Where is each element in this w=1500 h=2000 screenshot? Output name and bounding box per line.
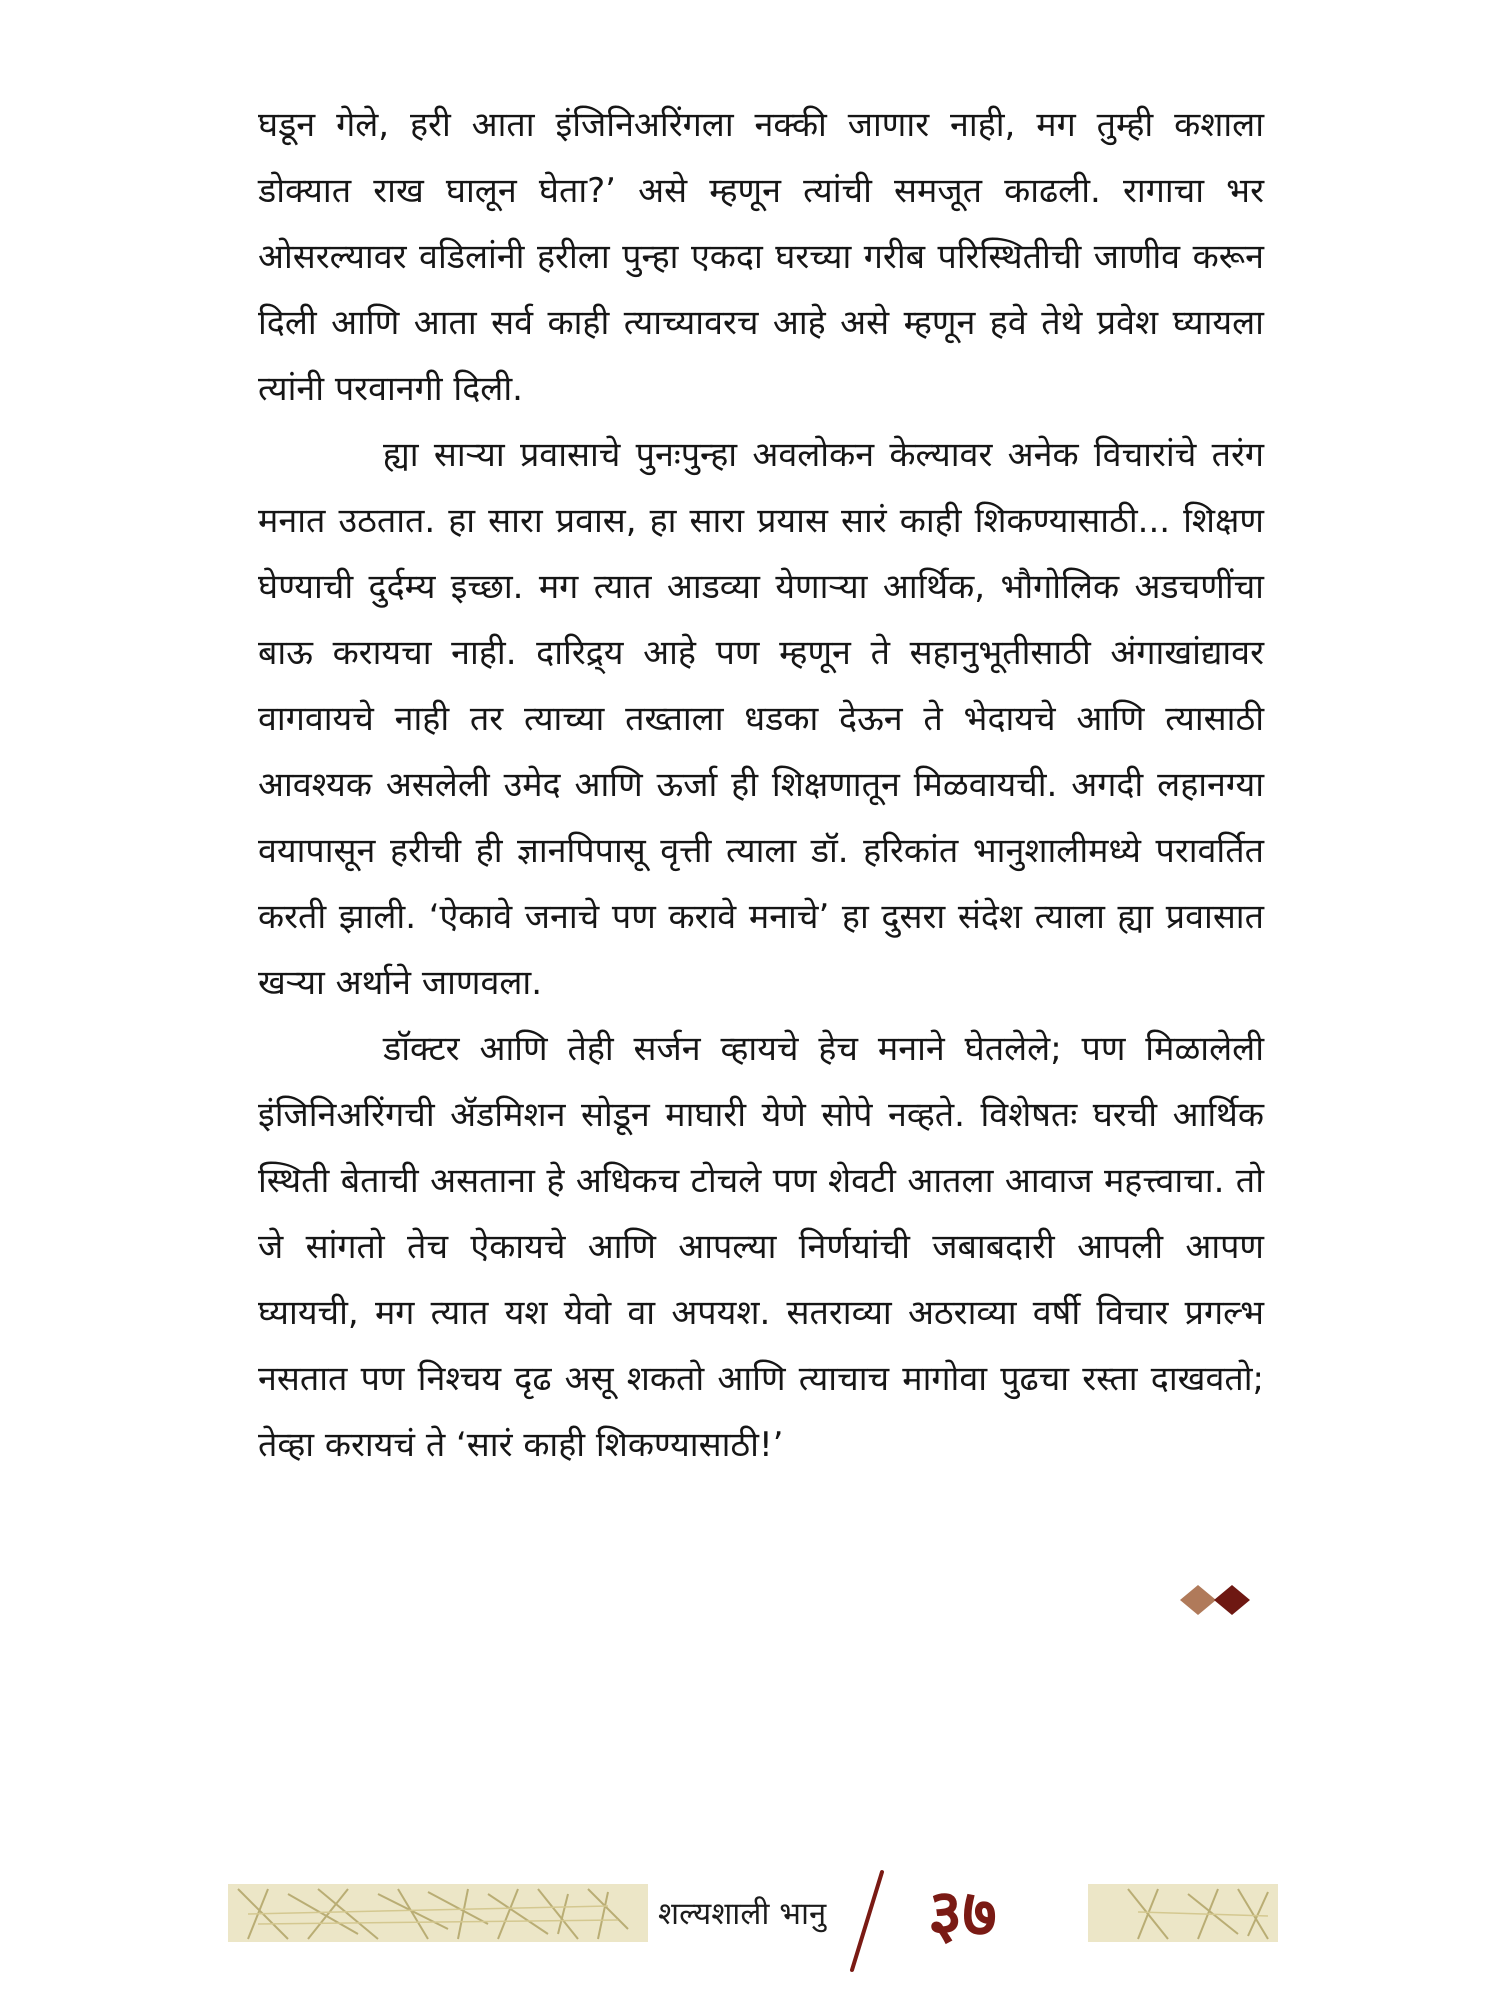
page-number: ३७ <box>928 1875 997 1952</box>
end-ornament-icon <box>1178 1580 1258 1620</box>
body-text <box>258 92 1264 1478</box>
paragraph-2: ह्या साऱ्या प्रवासाचे पुनःपुन्हा अवलोकन केल्यावर अनेक विचारांचे तरंग मनात उठतात. हा सारा प्रवास, हा सारा प्रयास सारं काही शिकण्यासाठी... शिक्षण घेण्याची दुर्दम्य इच्छा. मग त्यात आडव्या येणाऱ्या आर्थिक, भौगोलिक अडचणींचा बाऊ करायचा नाही. दारिद्र्य आहे पण म्हणून ते सहानुभूतीसाठी अंगाखांद्यावर वागवायचे नाही तर त्याच्या तख्ताला धडका देऊन ते भेदायचे आणि त्यासाठी आवश्यक असलेली उमेद आणि ऊर्जा ही शिक्षणातून मिळवायची. अगदी लहानग्या वयापासून हरीची ही ज्ञानपिपासू वृत्ती त्याला डॉ. हरिकांत भानुशालीमध्ये परावर्तित करती झाली. ‘ऐकावे जनाचे पण करावे मनाचे’ हा दुसरा संदेश त्याला ह्या प्रवासात खऱ्या अर्थाने जाणवला. <box>258 435 1264 1003</box>
paragraph-3: डॉक्टर आणि तेही सर्जन व्हायचे हेच मनाने घेतलेले; पण मिळालेली इंजिनिअरिंगची ॲडमिशन सोडून माघारी येणे सोपे नव्हते. विशेषतः घरची आर्थिक स्थिती बेताची असताना हे अधिकच टोचले पण शेवटी आतला आवाज महत्त्वाचा. तो जे सांगतो तेच ऐकायचे आणि आपल्या निर्णयांची जबाबदारी आपली आपण घ्यायची, मग त्यात यश येवो वा अपयश. सतराव्या अठराव्या वर्षी विचार प्रगल्भ नसतात पण निश्चय दृढ असू शकतो आणि त्याचाच मागोवा पुढचा रस्ता दाखवतो; तेव्हा करायचं ते ‘सारं काही शिकण्यासाठी!’ <box>258 1029 1264 1465</box>
book-title: शल्यशाली भानु <box>658 1896 827 1932</box>
paragraph-1: घडून गेले, हरी आता इंजिनिअरिंगला नक्की जाणार नाही, मग तुम्ही कशाला डोक्यात राख घालून घेता?’ असे म्हणून त्यांची समजूत काढली. रागाचा भर ओसरल्यावर वडिलांनी हरीला पुन्हा एकदा घरच्या गरीब परिस्थितीची जाणीव करून दिली आणि आता सर्व काही त्याच्यावरच आहे असे म्हणून हवे तेथे प्रवेश घ्यायला त्यांनी परवानगी दिली. <box>258 105 1264 409</box>
page-footer <box>228 1875 1278 1952</box>
slash-divider-icon <box>838 1866 898 1976</box>
